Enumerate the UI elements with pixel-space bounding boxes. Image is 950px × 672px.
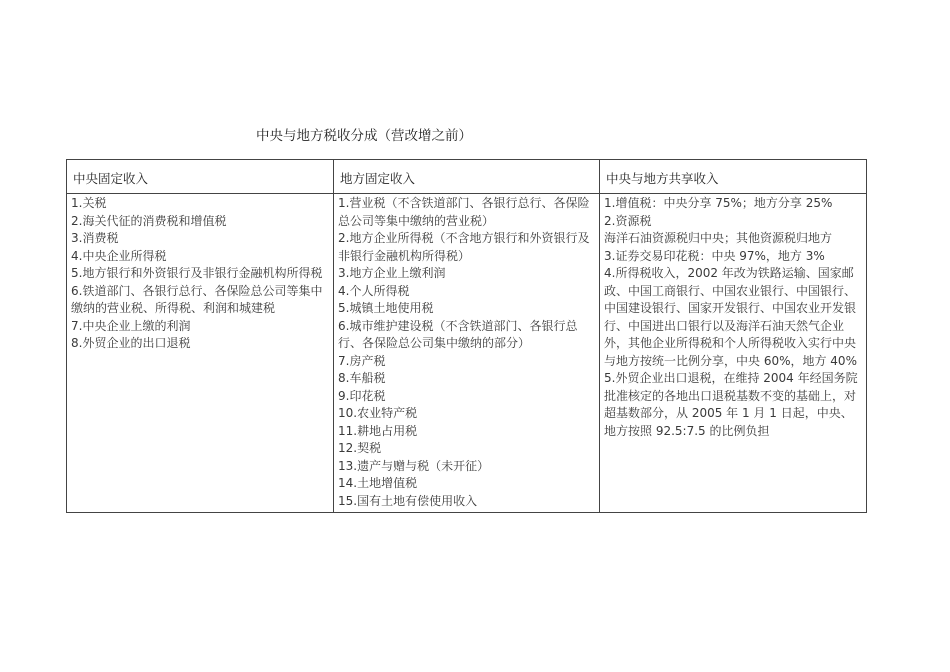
list-item: 1.增值税：中央分享 75%；地方分享 25% <box>604 196 833 210</box>
list-item: 2.资源税 <box>604 213 652 228</box>
list-item: 12.契税 <box>338 441 382 455</box>
document-title: 中央与地方税收分成（营改增之前） <box>256 128 472 144</box>
list-item: 6.城市维护建设税（不含铁道部门、各银行总行、各保险总公司集中缴纳的部分） <box>338 318 578 350</box>
list-item: 3.消费税 <box>71 231 119 245</box>
list-item: 7.房产税 <box>338 353 386 368</box>
list-item: 9.印花税 <box>338 388 386 403</box>
list-item: 8.车船税 <box>338 371 386 385</box>
list-item: 1.关税 <box>71 196 107 210</box>
header-shared: 中央与地方共享收入 <box>600 160 867 194</box>
list-item: 6.铁道部门、各银行总行、各保险总公司等集中缴纳的营业税、所得税、利润和城建税 <box>71 283 323 315</box>
list-item: 3.证券交易印花税：中央 97%，地方 3% <box>604 248 825 263</box>
list-item: 7.中央企业上缴的利润 <box>71 318 191 333</box>
list-item: 3.地方企业上缴利润 <box>338 266 446 280</box>
central-fixed-cell <box>67 194 334 513</box>
list-item: 10.农业特产税 <box>338 406 418 420</box>
list-item: 4.个人所得税 <box>338 283 410 298</box>
list-item: 4.所得税收入，2002 年改为铁路运输、国家邮政、中国工商银行、中国农业银行、中国银行、中国建设银行、国家开发银行、中国农业开发银行、中国进出口银行以及海洋石油天然气企业外，其他企业所得税和个人所得税收入实行中央与地方按统一比例分享，中央 60%，地方 40% <box>604 266 857 368</box>
table-header-row <box>67 160 867 194</box>
header-local-fixed: 地方固定收入 <box>334 160 600 194</box>
table-row <box>67 194 867 513</box>
list-item: 2.海关代征的消费税和增值税 <box>71 213 227 228</box>
list-item: 13.遗产与赠与税（未开征） <box>338 458 490 473</box>
tax-sharing-table <box>66 159 867 513</box>
list-item: 2.地方企业所得税（不含地方银行和外资银行及非银行金融机构所得税） <box>338 231 590 263</box>
list-item: 5.城镇土地使用税 <box>338 301 434 315</box>
list-item: 4.中央企业所得税 <box>71 248 167 263</box>
shared-cell <box>600 194 867 513</box>
list-item: 1.营业税（不含铁道部门、各银行总行、各保险总公司等集中缴纳的营业税） <box>338 196 590 228</box>
list-item: 8.外贸企业的出口退税 <box>71 336 191 350</box>
list-item: 海洋石油资源税归中央；其他资源税归地方 <box>604 231 833 245</box>
header-central-fixed: 中央固定收入 <box>67 160 334 194</box>
list-item: 5.地方银行和外资银行及非银行金融机构所得税 <box>71 266 323 280</box>
local-fixed-cell <box>334 194 600 513</box>
list-item: 14.土地增值税 <box>338 476 418 490</box>
list-item: 5.外贸企业出口退税，在维持 2004 年经国务院批准核定的各地出口退税基数不变的基础上，对超基数部分，从 2005 年 1 月 1 日起，中央、地方按照 92.5:7.5 的比例负担 <box>604 371 858 438</box>
list-item: 15.国有土地有偿使用收入 <box>338 493 478 508</box>
list-item: 11.耕地占用税 <box>338 423 418 438</box>
